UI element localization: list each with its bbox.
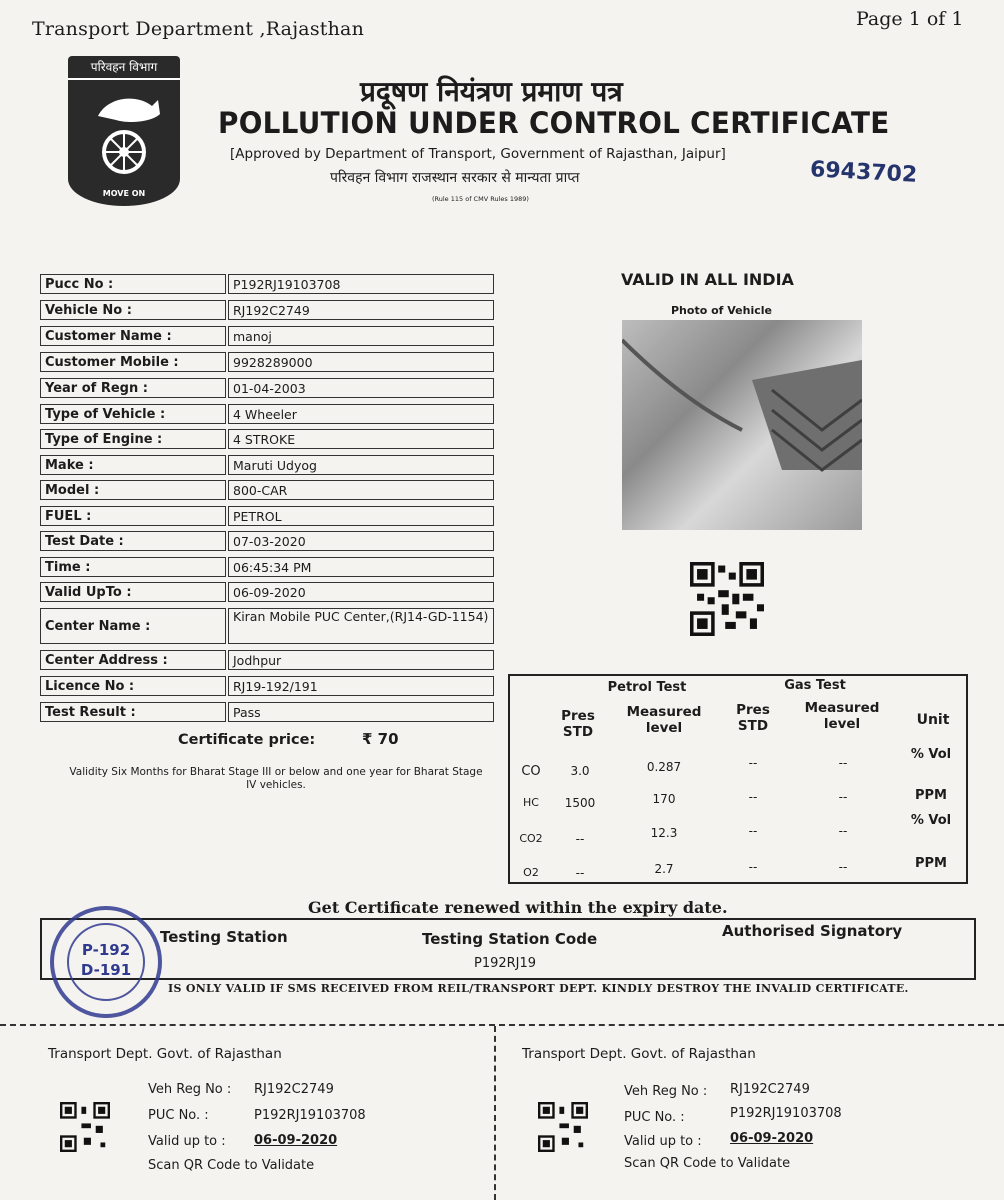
pollutant-name: CO2 <box>519 832 543 845</box>
price-value: ₹ 70 <box>362 730 399 748</box>
petrol-measured-value: 0.287 <box>646 760 682 774</box>
emission-test-table <box>508 674 968 884</box>
detail-label: Center Address : <box>40 650 226 670</box>
petrol-measured-header: Measured level <box>626 704 702 736</box>
petrol-std-value: -- <box>575 832 585 846</box>
detail-label: Customer Name : <box>40 326 226 346</box>
hindi-title: प्रदूषण नियंत्रण प्रमाण पत्र <box>360 75 623 108</box>
detail-value: manoj <box>228 326 494 346</box>
department-name: Transport Department ,Rajasthan <box>32 18 365 40</box>
detail-label: Vehicle No : <box>40 300 226 320</box>
qr-code-icon <box>538 1102 588 1152</box>
qr-code-icon <box>60 1102 110 1152</box>
price-label: Certificate price: <box>178 732 316 748</box>
wheel-icon <box>68 56 180 206</box>
tear-line <box>0 1024 1004 1026</box>
stub-valid-label: Valid up to : <box>148 1134 226 1149</box>
detail-value: 06:45:34 PM <box>228 557 494 577</box>
tear-line-vertical <box>494 1026 496 1200</box>
detail-label: Type of Vehicle : <box>40 404 226 424</box>
detail-value: 9928289000 <box>228 352 494 372</box>
stub-puc-label: PUC No. : <box>624 1110 685 1125</box>
gas-pres-std-header: Pres STD <box>736 702 770 734</box>
testing-station-label: Testing Station <box>160 928 288 946</box>
stub-title: Transport Dept. Govt. of Rajasthan <box>48 1046 282 1062</box>
transport-emblem <box>68 56 180 206</box>
stub-puc-value: P192RJ19103708 <box>254 1108 366 1123</box>
serial-number: 6943702 <box>809 157 918 188</box>
detail-label: Customer Mobile : <box>40 352 226 372</box>
sms-validity-note: IS ONLY VALID IF SMS RECEIVED FROM REIL/TRANSPORT DEPT. KINDLY DESTROY THE INVALID CERTIFICATE. <box>168 982 909 995</box>
detail-value: 01-04-2003 <box>228 378 494 398</box>
emblem-motto: MOVE ON <box>102 189 146 198</box>
gas-std-value: -- <box>748 756 758 770</box>
petrol-measured-value: 170 <box>652 792 676 806</box>
detail-label: Licence No : <box>40 676 226 696</box>
hindi-approval: परिवहन विभाग राजस्थान सरकार से मान्यता प्राप्त <box>330 170 580 186</box>
approval-line: [Approved by Department of Transport, Government of Rajasthan, Jaipur] <box>230 146 726 162</box>
petrol-measured-value: 12.3 <box>650 826 678 840</box>
detail-label: Model : <box>40 480 226 500</box>
station-seal <box>48 904 164 1020</box>
vehicle-photo <box>622 320 862 530</box>
stub-left <box>48 1046 468 1173</box>
unit-header: Unit <box>916 712 950 728</box>
stub-puc-value: P192RJ19103708 <box>730 1106 842 1121</box>
detail-value: P192RJ19103708 <box>228 274 494 294</box>
unit-value: % Vol <box>910 747 952 762</box>
page-number: Page 1 of 1 <box>856 8 964 30</box>
petrol-std-value: -- <box>575 866 585 880</box>
pollutant-name: CO <box>521 764 541 779</box>
detail-value: 4 STROKE <box>228 429 494 449</box>
gas-test-header: Gas Test <box>784 678 846 693</box>
stub-title: Transport Dept. Govt. of Rajasthan <box>522 1046 756 1062</box>
vehicle-photo-image <box>622 320 862 530</box>
unit-value: % Vol <box>910 813 952 828</box>
seal-line: P-192 <box>81 941 131 959</box>
stub-valid-value: 06-09-2020 <box>730 1131 814 1146</box>
detail-label: Time : <box>40 557 226 577</box>
detail-value: Kiran Mobile PUC Center,(RJ14-GD-1154) <box>228 608 494 644</box>
petrol-std-value: 1500 <box>564 796 596 810</box>
stub-right <box>522 1046 942 1171</box>
stub-veh-value: RJ192C2749 <box>254 1082 334 1097</box>
seal-line: D-191 <box>80 961 132 979</box>
detail-label: Test Result : <box>40 702 226 722</box>
detail-label: FUEL : <box>40 506 226 526</box>
detail-value: RJ192C2749 <box>228 300 494 320</box>
stub-veh-label: Veh Reg No : <box>148 1082 232 1097</box>
stub-scan-note: Scan QR Code to Validate <box>624 1156 791 1171</box>
station-code-label: Testing Station Code <box>422 930 598 948</box>
gas-measured-value: -- <box>838 824 848 838</box>
gas-std-value: -- <box>748 860 758 874</box>
renewal-notice: Get Certificate renewed within the expiry date. <box>308 898 728 917</box>
stub-valid-value: 06-09-2020 <box>254 1133 338 1148</box>
detail-label: Center Name : <box>40 608 226 644</box>
rule-reference: (Rule 115 of CMV Rules 1989) <box>432 195 529 203</box>
stub-valid-label: Valid up to : <box>624 1134 702 1149</box>
detail-value: Jodhpur <box>228 650 494 670</box>
unit-value: PPM <box>915 788 947 803</box>
detail-value: RJ19-192/191 <box>228 676 494 696</box>
detail-value: 4 Wheeler <box>228 404 494 424</box>
validity-note: Validity Six Months for Bharat Stage III or below and one year for Bharat Stage IV vehicles. <box>69 766 483 791</box>
pollutant-name: O2 <box>523 866 539 879</box>
detail-value: PETROL <box>228 506 494 526</box>
detail-value: 06-09-2020 <box>228 582 494 602</box>
pollutant-name: HC <box>523 796 539 809</box>
gas-measured-value: -- <box>838 860 848 874</box>
stub-veh-value: RJ192C2749 <box>730 1082 810 1097</box>
detail-value: Maruti Udyog <box>228 455 494 475</box>
petrol-std-value: 3.0 <box>570 764 590 778</box>
photo-label: Photo of Vehicle <box>671 304 772 317</box>
detail-value: 800-CAR <box>228 480 494 500</box>
unit-value: PPM <box>915 856 947 871</box>
detail-label: Test Date : <box>40 531 226 551</box>
station-code: P192RJ19 <box>474 956 537 971</box>
detail-label: Valid UpTo : <box>40 582 226 602</box>
petrol-measured-value: 2.7 <box>654 862 674 876</box>
gas-std-value: -- <box>748 824 758 838</box>
certificate-title: POLLUTION UNDER CONTROL CERTIFICATE <box>218 106 890 140</box>
valid-all-india: VALID IN ALL INDIA <box>621 270 794 289</box>
gas-std-value: -- <box>748 790 758 804</box>
gas-measured-header: Measured level <box>804 700 880 732</box>
gas-measured-value: -- <box>838 790 848 804</box>
emblem-caption: परिवहन विभाग <box>68 56 180 80</box>
detail-value: Pass <box>228 702 494 722</box>
qr-code-icon <box>690 562 764 636</box>
petrol-pres-std-header: Pres STD <box>561 708 595 740</box>
authorised-signatory: Authorised Signatory <box>722 922 903 940</box>
petrol-test-header: Petrol Test <box>607 680 687 695</box>
detail-label: Pucc No : <box>40 274 226 294</box>
detail-label: Year of Regn : <box>40 378 226 398</box>
stub-puc-label: PUC No. : <box>148 1108 209 1123</box>
stub-veh-label: Veh Reg No : <box>624 1084 708 1099</box>
gas-measured-value: -- <box>838 756 848 770</box>
detail-label: Make : <box>40 455 226 475</box>
detail-label: Type of Engine : <box>40 429 226 449</box>
detail-value: 07-03-2020 <box>228 531 494 551</box>
stub-scan-note: Scan QR Code to Validate <box>148 1158 315 1173</box>
